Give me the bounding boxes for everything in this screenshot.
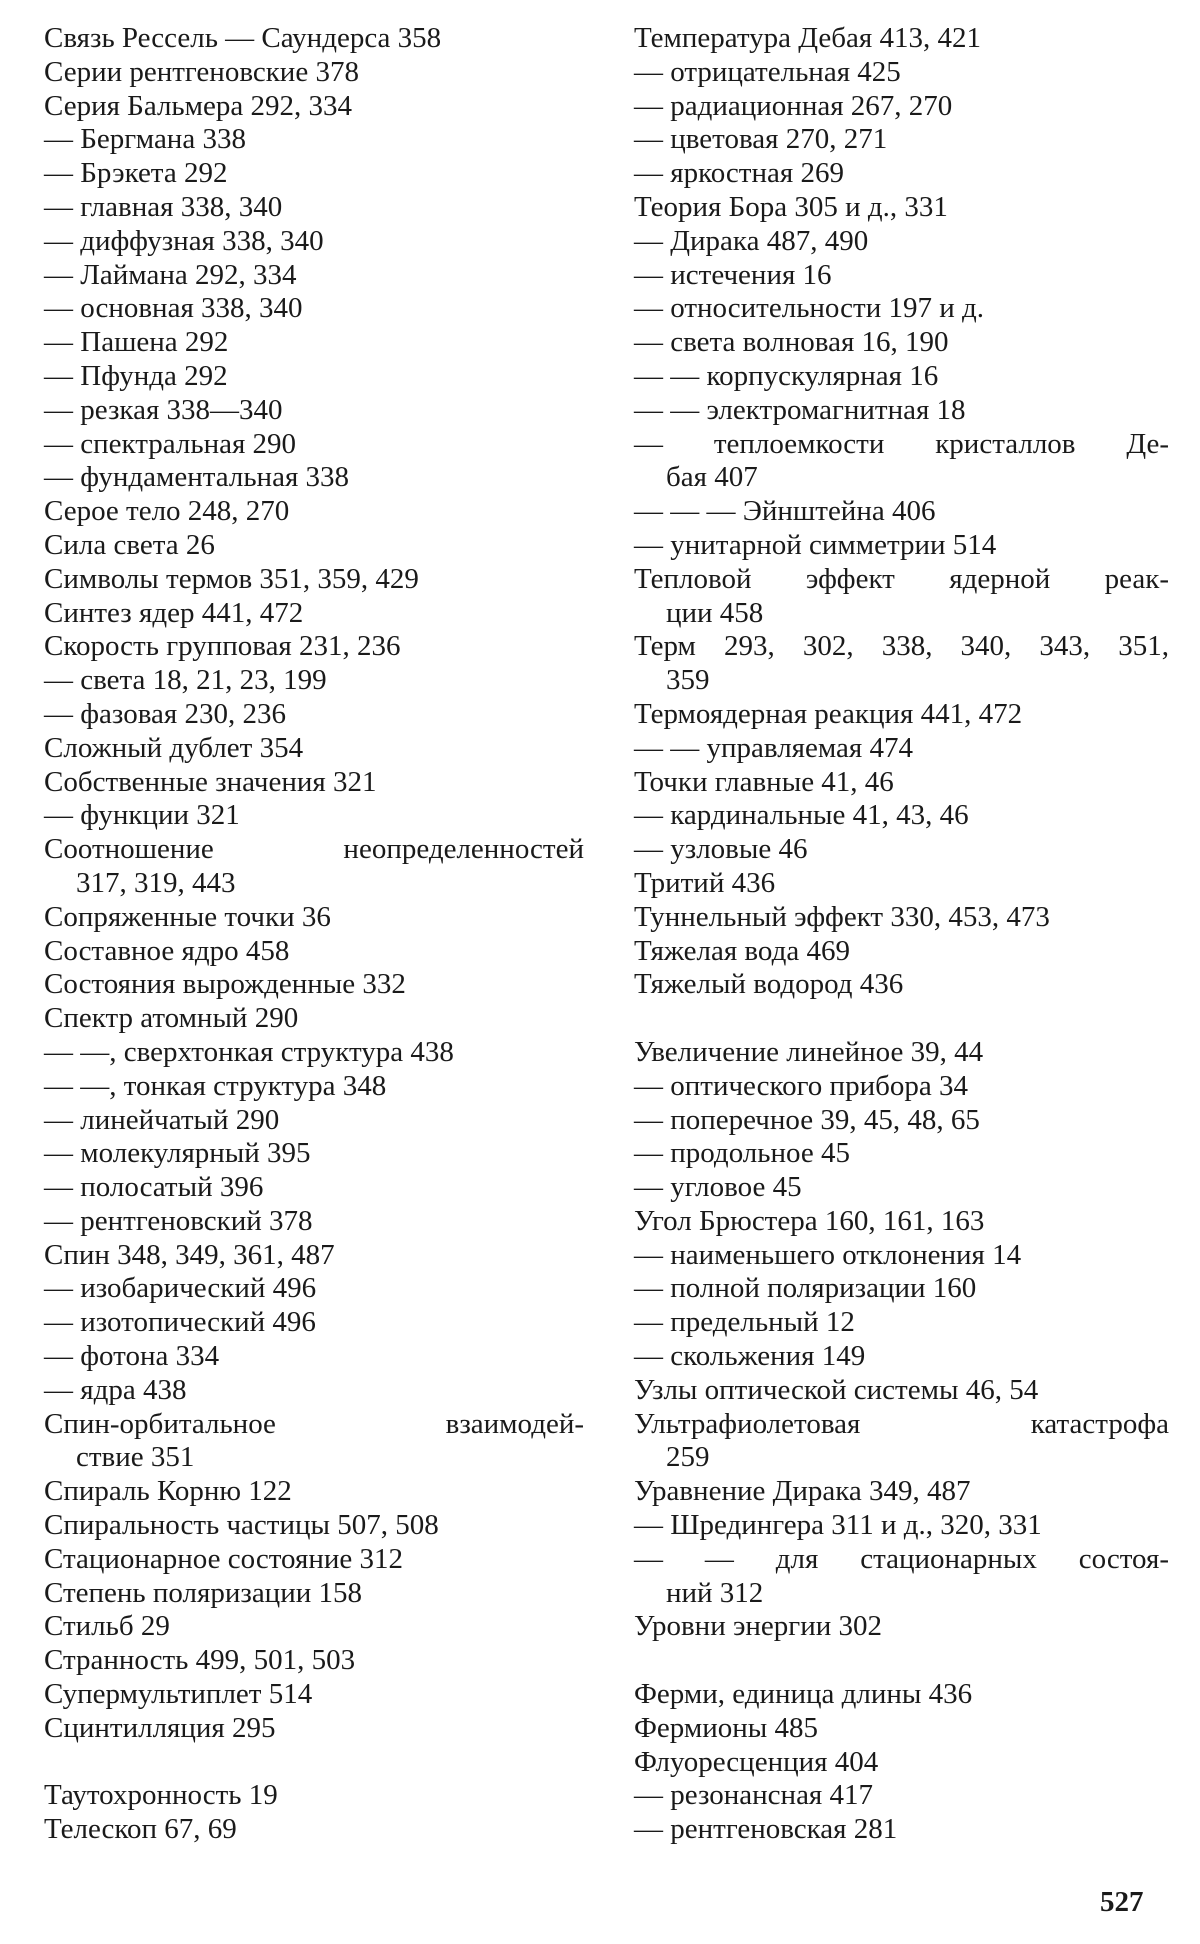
index-entry: Странность 499, 501, 503 (44, 1644, 356, 1677)
index-entry: Телескоп 67, 69 (44, 1813, 237, 1846)
index-entry: Сцинтилляция 295 (44, 1711, 276, 1744)
index-entry: Синтез ядер 441, 472 (44, 596, 304, 629)
index-entry: Термоядерная реакция 441, 472 (634, 697, 1023, 730)
index-entry: Скорость групповая 231, 236 (44, 630, 401, 663)
index-entry: Тепловой эффект ядерной реак- (634, 562, 1169, 595)
index-entry: — истечения 16 (634, 258, 832, 291)
index-entry: Терм 293, 302, 338, 340, 343, 351, (634, 630, 1169, 663)
index-entry: Серия Бальмера 292, 334 (44, 89, 352, 122)
index-entry: — изобарический 496 (44, 1272, 317, 1305)
index-entry: — света 18, 21, 23, 199 (44, 664, 327, 697)
index-entry: — продольное 45 (634, 1137, 850, 1170)
index-entry: — — для стационарных состоя- (634, 1542, 1169, 1575)
index-entry: Степень поляризации 158 (44, 1576, 362, 1609)
index-column-right (634, 22, 1169, 1847)
index-entry: — рентгеновская 281 (634, 1813, 898, 1846)
index-entry: — света волновая 16, 190 (634, 326, 949, 359)
index-entry: — главная 338, 340 (44, 190, 283, 223)
index-entry-continuation: бая 407 (666, 461, 758, 494)
index-entry-continuation: ции 458 (666, 596, 764, 629)
index-entry: Туннельный эффект 330, 453, 473 (634, 900, 1050, 933)
index-entry: Точки главные 41, 46 (634, 765, 894, 798)
index-entry: — яркостная 269 (634, 157, 844, 190)
index-entry: — диффузная 338, 340 (44, 224, 324, 257)
index-entry: — Бергмана 338 (44, 123, 246, 156)
index-entry: Теория Бора 305 и д., 331 (634, 190, 948, 223)
index-entry-continuation: 259 (666, 1441, 710, 1474)
index-entry: Символы термов 351, 359, 429 (44, 562, 419, 595)
index-entry: — фотона 334 (44, 1340, 220, 1373)
index-entry-continuation: ний 312 (666, 1576, 764, 1609)
index-entry: — скольжения 149 (634, 1340, 866, 1373)
index-entry: — теплоемкости кристаллов Де- (634, 427, 1169, 460)
index-entry: — —, тонкая структура 348 (44, 1069, 387, 1102)
index-entry: Ультрафиолетовая катастрофа (634, 1407, 1169, 1440)
index-entry: — Лаймана 292, 334 (44, 258, 297, 291)
index-entry: Таутохронность 19 (44, 1779, 278, 1812)
index-entry: — поперечное 39, 45, 48, 65 (634, 1103, 980, 1136)
index-entry: Уравнение Дирака 349, 487 (634, 1475, 971, 1508)
index-entry: — функции 321 (44, 799, 240, 832)
index-entry: — ядра 438 (44, 1373, 187, 1406)
index-entry: — резкая 338—340 (44, 393, 283, 426)
index-entry: Фермионы 485 (634, 1711, 818, 1744)
index-entry: — спектральная 290 (44, 427, 297, 460)
index-entry: Тяжелая вода 469 (634, 934, 850, 967)
index-entry: — молекулярный 395 (44, 1137, 311, 1170)
index-entry: — фундаментальная 338 (44, 461, 350, 494)
index-entry: — Шредингера 311 и д., 320, 331 (634, 1509, 1042, 1542)
index-entry: Спин 348, 349, 361, 487 (44, 1238, 335, 1271)
index-entry: — полной поляризации 160 (634, 1272, 977, 1305)
index-entry: Супермультиплет 514 (44, 1678, 313, 1711)
index-entry: — фазовая 230, 236 (44, 697, 286, 730)
index-entry: — кардинальные 41, 43, 46 (634, 799, 969, 832)
index-entry: Флуоресценция 404 (634, 1745, 879, 1778)
index-entry: Сопряженные точки 36 (44, 900, 331, 933)
index-column-left (44, 22, 584, 1847)
index-entry: — Дирака 487, 490 (634, 224, 869, 257)
index-entry: Стильб 29 (44, 1610, 170, 1643)
index-entry: — — корпускулярная 16 (634, 359, 939, 392)
index-entry: Спиральность частицы 507, 508 (44, 1509, 439, 1542)
index-entry: Узлы оптической системы 46, 54 (634, 1373, 1039, 1406)
index-entry: Состояния вырожденные 332 (44, 968, 406, 1001)
index-entry: — резонансная 417 (634, 1779, 874, 1812)
index-entry: — Пфунда 292 (44, 359, 228, 392)
index-entry: Собственные значения 321 (44, 765, 377, 798)
index-entry: — угловое 45 (634, 1171, 802, 1204)
index-entry: Серое тело 248, 270 (44, 495, 290, 528)
index-entry: — — управляемая 474 (634, 731, 913, 764)
index-entry: — — электромагнитная 18 (634, 393, 966, 426)
index-entry: — предельный 12 (634, 1306, 855, 1339)
section-gap (634, 1002, 1169, 1036)
index-entry: — изотопический 496 (44, 1306, 316, 1339)
index-entry: Спин-орбитальное взаимодей- (44, 1407, 584, 1440)
index-entry: Угол Брюстера 160, 161, 163 (634, 1204, 985, 1237)
index-entry: Увеличение линейное 39, 44 (634, 1035, 984, 1068)
index-entry: Сила света 26 (44, 528, 215, 561)
index-entry: — полосатый 396 (44, 1171, 264, 1204)
index-entry: Соотношение неопределенностей (44, 833, 584, 866)
index-entry: Тяжелый водород 436 (634, 968, 904, 1001)
index-entry: Уровни энергии 302 (634, 1610, 882, 1643)
section-gap (44, 1746, 584, 1780)
index-entry: Тритий 436 (634, 866, 776, 899)
index-entry: Ферми, единица длины 436 (634, 1678, 973, 1711)
index-entry: — Брэкета 292 (44, 157, 228, 190)
index-entry: Сложный дублет 354 (44, 731, 304, 764)
index-entry-continuation: 317, 319, 443 (76, 866, 236, 899)
index-entry: Связь Рессель — Саундерса 358 (44, 22, 442, 54)
index-entry: Стационарное состояние 312 (44, 1542, 403, 1575)
index-entry: — унитарной симметрии 514 (634, 528, 997, 561)
index-entry: — цветовая 270, 271 (634, 123, 888, 156)
index-entry: — относительности 197 и д. (634, 292, 984, 325)
index-entry: — линейчатый 290 (44, 1103, 280, 1136)
index-entry: Температура Дебая 413, 421 (634, 22, 981, 54)
index-entry: — — — Эйнштейна 406 (634, 495, 936, 528)
index-entry: Спектр атомный 290 (44, 1002, 299, 1035)
section-gap (634, 1644, 1169, 1678)
index-entry: — отрицательная 425 (634, 55, 901, 88)
index-entry-continuation: ствие 351 (76, 1441, 195, 1474)
index-entry: — наименьшего отклонения 14 (634, 1238, 1022, 1271)
index-entry: — рентгеновский 378 (44, 1204, 313, 1237)
index-entry: — основная 338, 340 (44, 292, 303, 325)
index-entry: — оптического прибора 34 (634, 1069, 968, 1102)
page-number: 527 (1100, 1886, 1144, 1918)
index-entry: Составное ядро 458 (44, 934, 290, 967)
index-entry: — Пашена 292 (44, 326, 229, 359)
index-entry: Серии рентгеновские 378 (44, 55, 359, 88)
index-entry-continuation: 359 (666, 664, 710, 697)
index-entry: — радиационная 267, 270 (634, 89, 953, 122)
index-entry: — узловые 46 (634, 833, 808, 866)
index-entry: Спираль Корню 122 (44, 1475, 292, 1508)
index-entry: — —, сверхтонкая структура 438 (44, 1035, 454, 1068)
